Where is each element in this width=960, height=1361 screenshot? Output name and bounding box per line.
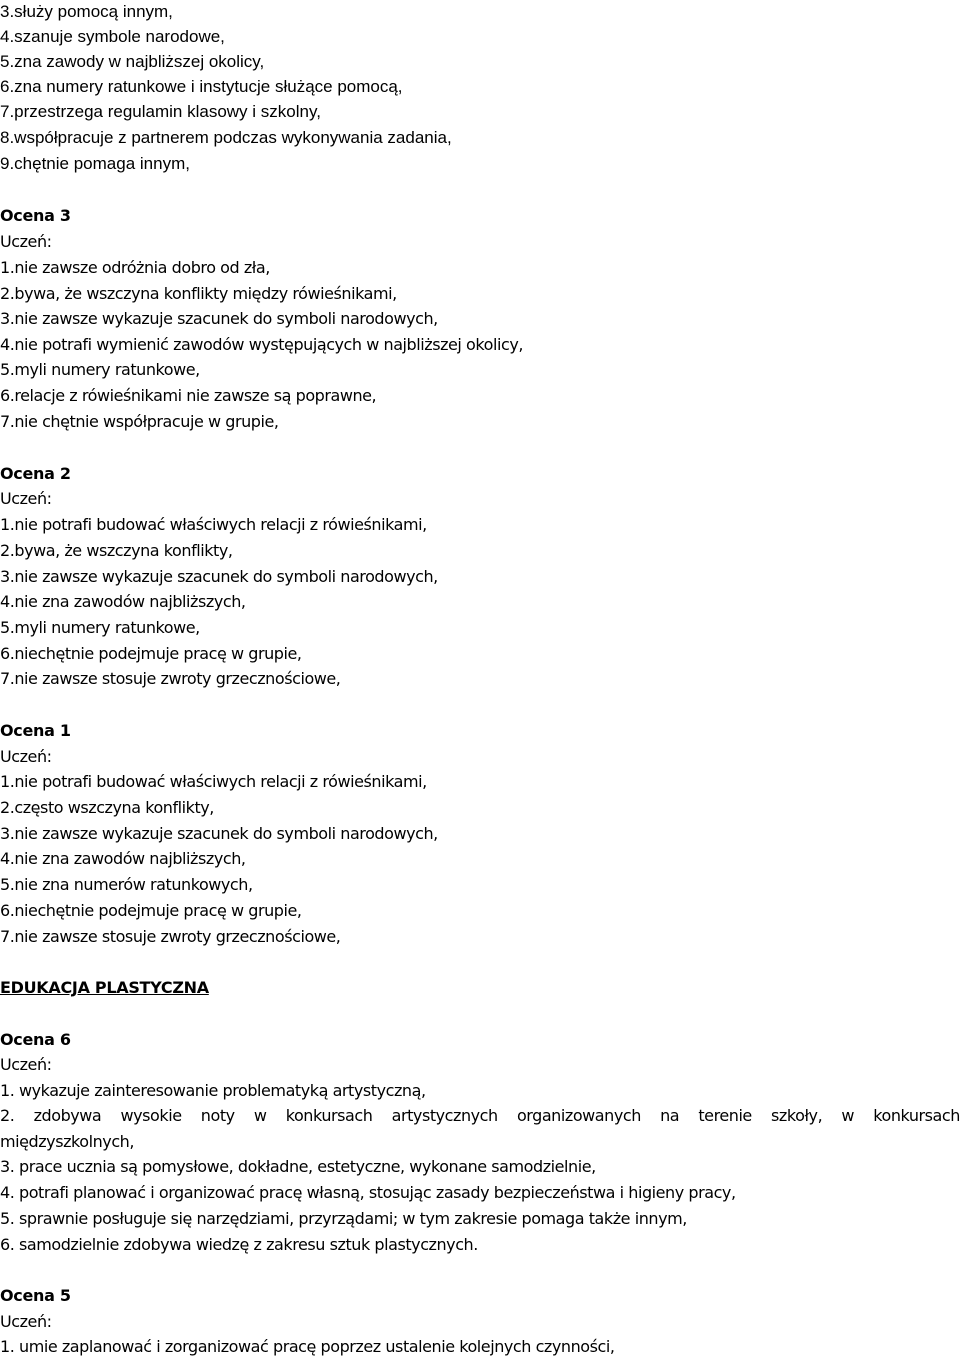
list-item: 7.nie zawsze stosuje zwroty grzecznościowe, — [0, 669, 341, 688]
list-item: 3.nie zawsze wykazuje szacunek do symboli narodowych, — [0, 824, 438, 843]
word: zdobywa — [33, 1106, 102, 1125]
list-item: 4.nie zna zawodów najbliższych, — [0, 849, 246, 868]
student-label: Uczeń: — [0, 232, 52, 251]
student-label: Uczeń: — [0, 1312, 52, 1331]
list-item: 6.zna numery ratunkowe i instytucje służące pomocą, — [0, 77, 403, 96]
word: szkoły, — [771, 1106, 823, 1125]
student-label: Uczeń: — [0, 747, 52, 766]
student-label: Uczeń: — [0, 1055, 52, 1074]
list-item: 4.nie zna zawodów najbliższych, — [0, 592, 246, 611]
list-item: 6.niechętnie podejmuje pracę w grupie, — [0, 901, 302, 920]
grade-3-heading: Ocena 3 — [0, 206, 71, 225]
list-item: 7.nie chętnie współpracuje w grupie, — [0, 412, 279, 431]
list-item: 4. potrafi planować i organizować pracę własną, stosując zasady bezpieczeństwa i higieny pracy, — [0, 1183, 736, 1202]
list-item: 4.nie potrafi wymienić zawodów występujących w najbliższej okolicy, — [0, 335, 523, 354]
list-item: 5.myli numery ratunkowe, — [0, 360, 200, 379]
grade-1-heading: Ocena 1 — [0, 721, 71, 740]
list-item: 5.myli numery ratunkowe, — [0, 618, 200, 637]
list-item: 6.niechętnie podejmuje pracę w grupie, — [0, 644, 302, 663]
word: w — [841, 1106, 855, 1125]
list-item: 8.współpracuje z partnerem podczas wykonywania zadania, — [0, 128, 452, 147]
list-item: 7.przestrzega regulamin klasowy i szkolny, — [0, 102, 321, 121]
word: 2. — [0, 1106, 15, 1125]
word: konkursach — [285, 1106, 373, 1125]
word: konkursach — [873, 1106, 960, 1125]
list-item: 5.zna zawody w najbliższej okolicy, — [0, 52, 265, 71]
word: artystycznych — [391, 1106, 498, 1125]
list-item: 2.często wszczyna konflikty, — [0, 798, 214, 817]
list-item-continuation: międzyszkolnych, — [0, 1132, 134, 1151]
section-title: EDUKACJA PLASTYCZNA — [0, 978, 209, 997]
list-item: 9.chętnie pomaga innym, — [0, 154, 190, 173]
word: terenie — [698, 1106, 752, 1125]
list-item: 3.nie zawsze wykazuje szacunek do symboli narodowych, — [0, 309, 438, 328]
grade-5-heading: Ocena 5 — [0, 1286, 71, 1305]
list-item: 5. sprawnie posługuje się narzędziami, przyrządami; w tym zakresie pomaga także innym, — [0, 1209, 687, 1228]
list-item: 1.nie potrafi budować właściwych relacji z rówieśnikami, — [0, 772, 427, 791]
list-item: 1.nie zawsze odróżnia dobro od zła, — [0, 258, 270, 277]
list-item: 1. wykazuje zainteresowanie problematyką artystyczną, — [0, 1081, 426, 1100]
list-item: 7.nie zawsze stosuje zwroty grzecznościowe, — [0, 927, 341, 946]
list-item-justified — [0, 1104, 960, 1128]
grade-2-heading: Ocena 2 — [0, 464, 71, 483]
list-item: 2.bywa, że wszczyna konflikty, — [0, 541, 233, 560]
grade-6-heading: Ocena 6 — [0, 1030, 71, 1049]
list-item: 6. samodzielnie zdobywa wiedzę z zakresu sztuk plastycznych. — [0, 1235, 478, 1254]
list-item: 4.szanuje symbole narodowe, — [0, 27, 225, 46]
list-item: 6.relacje z rówieśnikami nie zawsze są poprawne, — [0, 386, 377, 405]
list-item: 2.bywa, że wszczyna konflikty między rówieśnikami, — [0, 284, 397, 303]
list-item: 3.służy pomocą innym, — [0, 2, 173, 21]
word: na — [660, 1106, 680, 1125]
list-item: 1.nie potrafi budować właściwych relacji z rówieśnikami, — [0, 515, 427, 534]
word: organizowanych — [516, 1106, 641, 1125]
list-item: 5.nie zna numerów ratunkowych, — [0, 875, 253, 894]
word: noty — [200, 1106, 235, 1125]
list-item: 3. prace ucznia są pomysłowe, dokładne, estetyczne, wykonane samodzielnie, — [0, 1157, 596, 1176]
word: w — [253, 1106, 267, 1125]
list-item: 3.nie zawsze wykazuje szacunek do symboli narodowych, — [0, 567, 438, 586]
list-item: 1. umie zaplanować i zorganizować pracę poprzez ustalenie kolejnych czynności, — [0, 1337, 615, 1356]
word: wysokie — [120, 1106, 182, 1125]
student-label: Uczeń: — [0, 489, 52, 508]
